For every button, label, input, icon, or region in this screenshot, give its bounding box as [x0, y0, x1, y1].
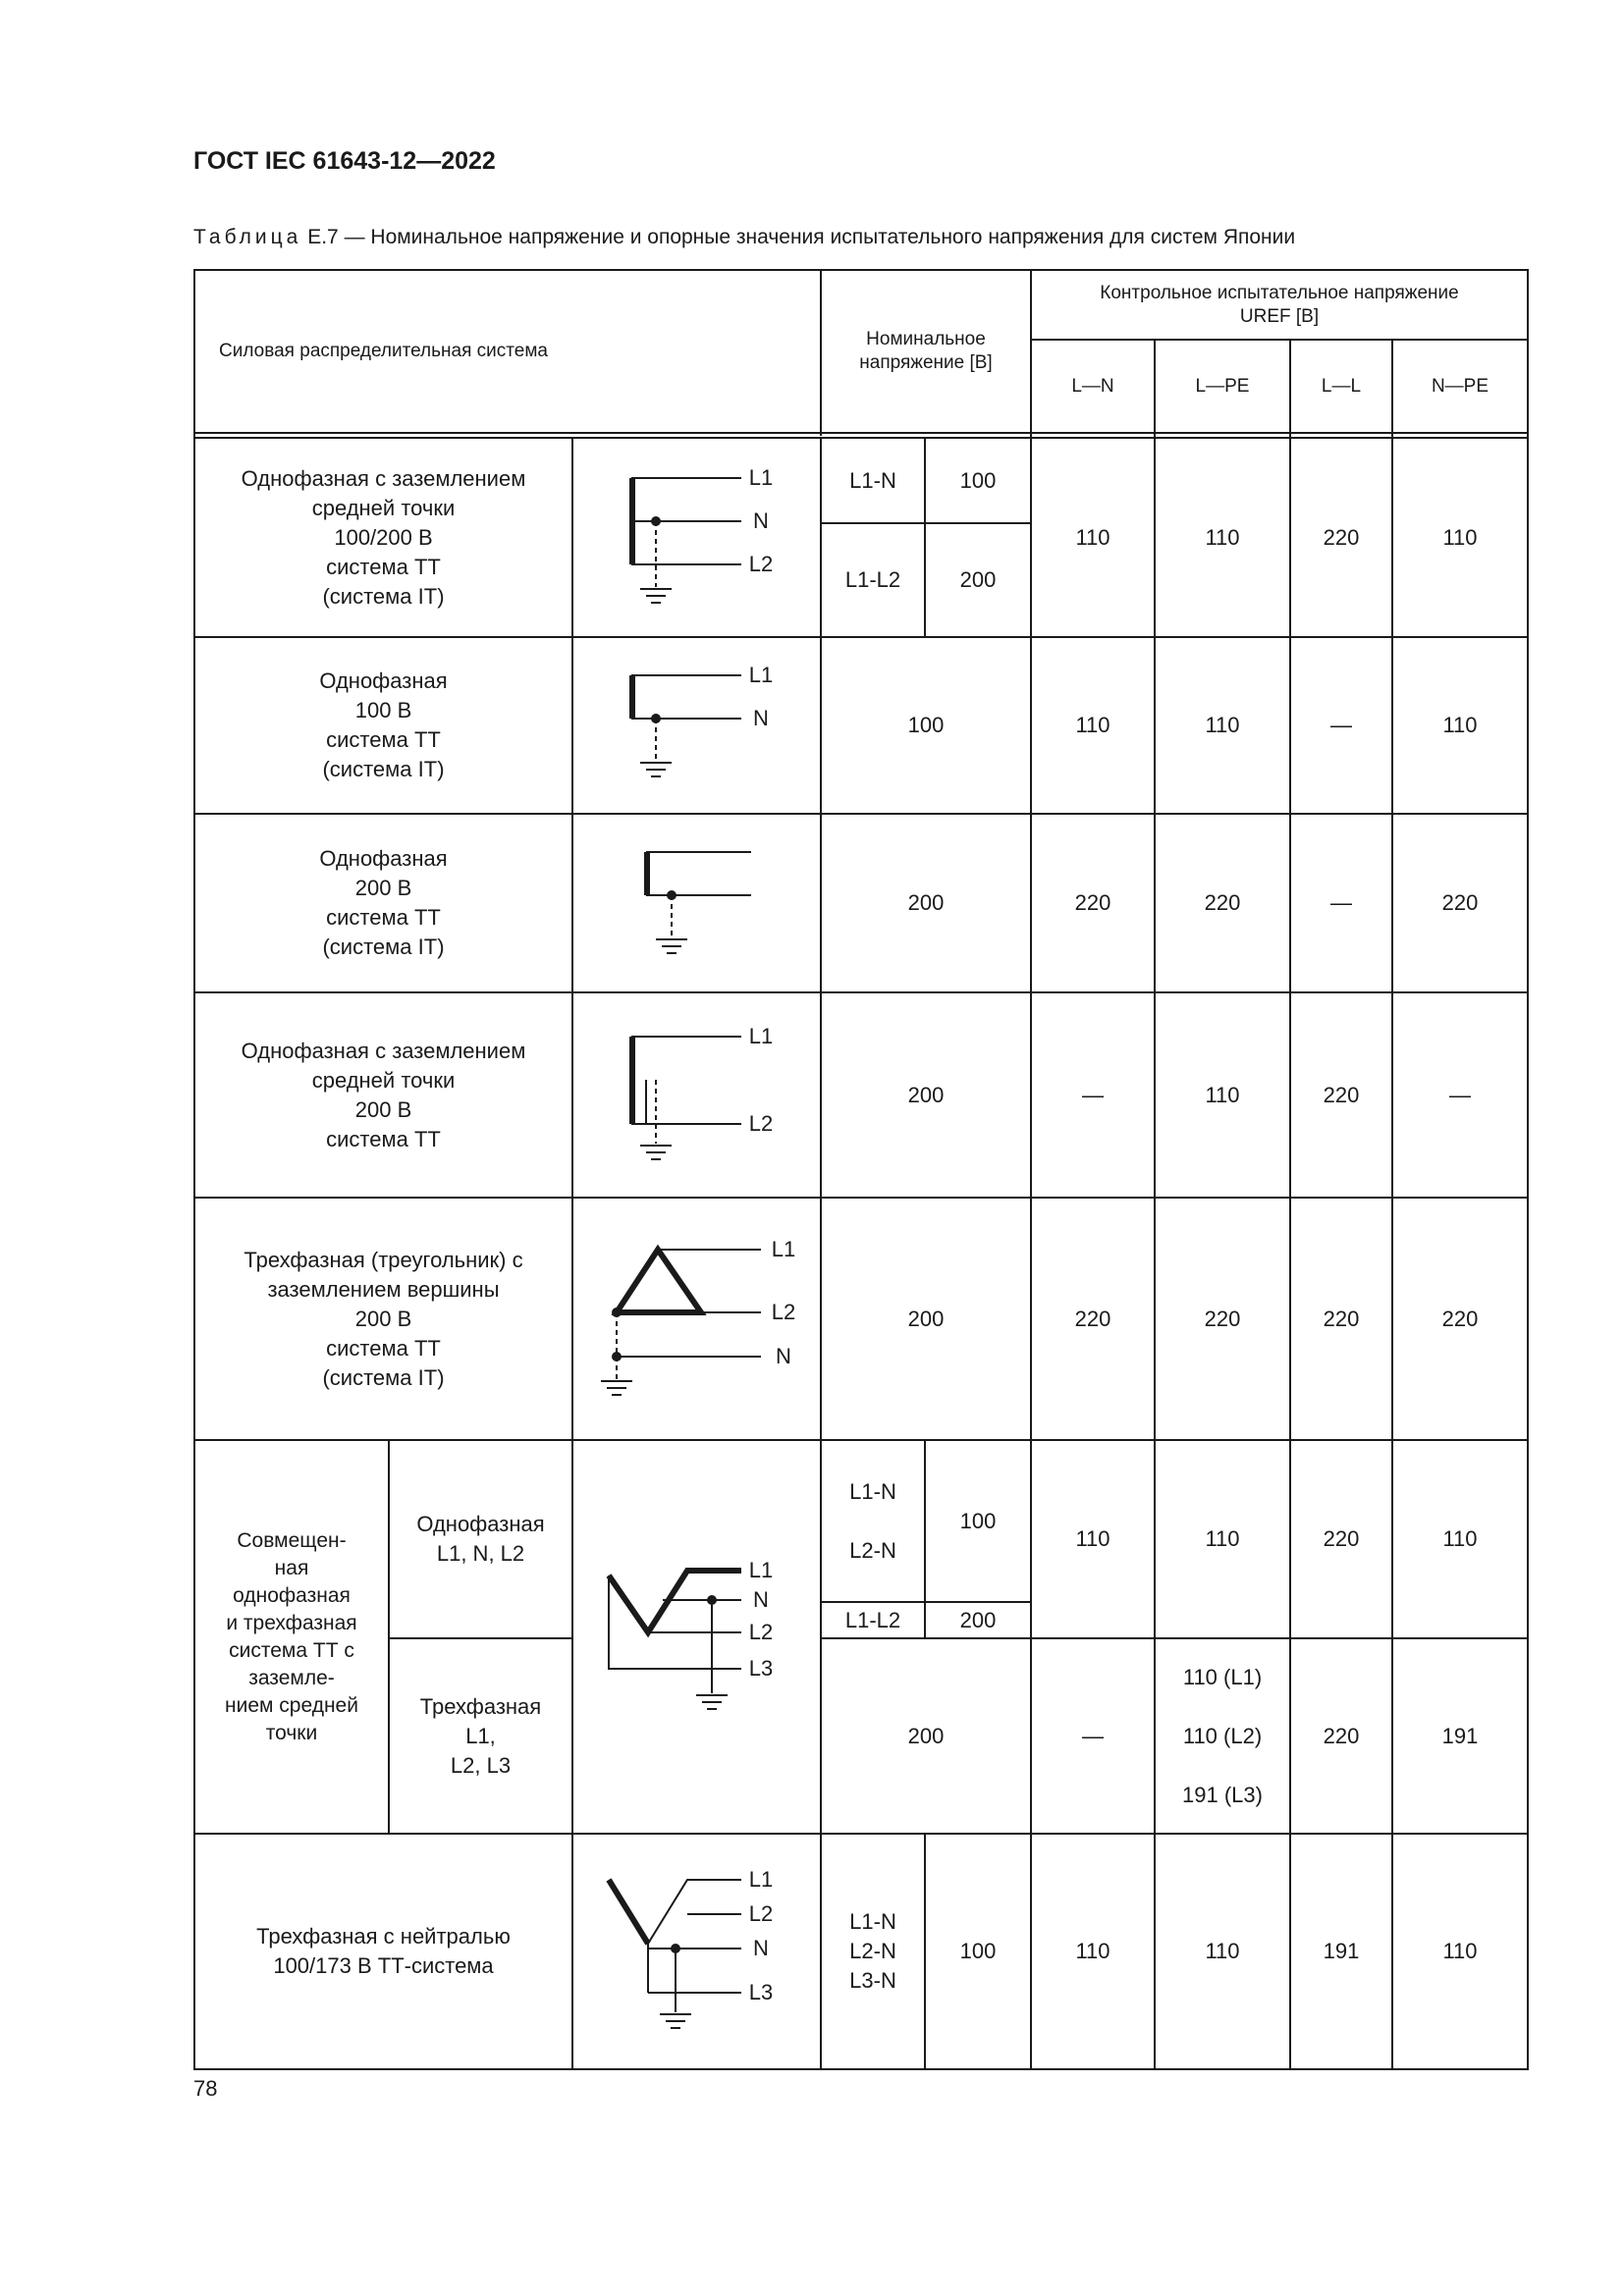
row5-diagram-label-l1: L1 [771, 1237, 796, 1261]
header-ln: L—N [1071, 375, 1114, 397]
row3-lpe: 220 [1204, 890, 1241, 915]
row1-pair-a: L1-N [849, 467, 896, 493]
row6-single-system: Однофазная L1, N, L2 [416, 1512, 545, 1566]
row7-diagram-label-n: N [753, 1936, 769, 1960]
row1-pair-b: L1-L2 [844, 567, 901, 592]
row2-npe: 110 [1442, 713, 1478, 737]
row7-diagram-label-l2: L2 [748, 1901, 774, 1926]
page-number: 78 [193, 2076, 218, 2101]
row6-group: Совмещен- ная однофазная и трехфазная система ТТ с заземле- нием средней точки [225, 1528, 358, 1744]
row6-diagram-label-l2: L2 [748, 1620, 774, 1644]
row3-npe: 220 [1441, 890, 1479, 915]
row5-diagram-label-l2: L2 [771, 1300, 796, 1324]
row5-ln: 220 [1074, 1306, 1111, 1331]
row6-single-ln: 110 [1075, 1526, 1110, 1551]
row4-ln: — [1082, 1082, 1104, 1107]
row7-npe: 110 [1442, 1939, 1478, 1963]
row6-diagram-label-l3: L3 [748, 1656, 774, 1681]
row4-diagram-label-l2: L2 [748, 1111, 774, 1136]
header-uref-line1: Контрольное испытательное напряжение [1100, 282, 1459, 303]
row2-nominal: 100 [907, 713, 945, 737]
row1-diagram-label-l2: L2 [748, 552, 774, 576]
header-npe: N—PE [1431, 375, 1489, 397]
row3-nominal: 200 [907, 890, 945, 915]
row6-three-ln: — [1082, 1723, 1104, 1748]
row5-diagram-label-n: N [776, 1344, 791, 1368]
row1-ll: 220 [1323, 524, 1360, 550]
row6-single-ll: 220 [1323, 1526, 1360, 1551]
row4-system: Однофазная с заземлением средней точки 200 В система ТТ [241, 1038, 526, 1151]
row3-ln: 220 [1074, 890, 1111, 915]
caption-title: — Номинальное напряжение и опорные значения испытательного напряжения для систем Японии [344, 226, 1296, 248]
row2-diagram-label-n: N [753, 706, 769, 730]
row3-system: Однофазная 200 В система ТТ (система IT) [319, 846, 448, 959]
diagram-midpoint-earthed-100-200 [632, 478, 741, 603]
row5-system: Трехфазная (треугольник) с заземлением вершины 200 В система ТТ (система IT) [244, 1247, 523, 1390]
header-lpe: L—PE [1195, 375, 1250, 397]
row1-value-a: 100 [959, 467, 997, 493]
row7-value: 100 [959, 1939, 997, 1963]
caption-number: Е.7 [307, 226, 339, 248]
row6-three-system: Трехфазная L1, L2, L3 [419, 1693, 542, 1778]
row3-ll: — [1330, 890, 1352, 915]
row7-diagram-label-l3: L3 [748, 1980, 774, 2004]
row6-single-value-c: 200 [959, 1607, 997, 1632]
row4-npe: — [1449, 1082, 1471, 1107]
header-uref-line2: UREF [B] [1239, 305, 1320, 327]
row6-diagram-label-l1: L1 [748, 1558, 774, 1582]
row1-ln: 110 [1075, 524, 1110, 550]
row1-diagram-label-n: N [753, 508, 769, 533]
row4-lpe: 110 [1205, 1082, 1240, 1107]
row5-lpe: 220 [1204, 1306, 1241, 1331]
row4-nominal: 200 [907, 1082, 945, 1107]
row6-three-nominal: 200 [907, 1723, 945, 1748]
row7-diagram-label-l1: L1 [748, 1867, 774, 1892]
header-nominal-line2: напряжение [В] [859, 352, 993, 373]
row1-npe: 110 [1442, 524, 1478, 550]
row6-single-lpe: 110 [1205, 1526, 1240, 1551]
row7-ll: 191 [1323, 1939, 1360, 1963]
header-system: Силовая распределительная система [219, 341, 548, 361]
row6-three-lpe: 110 (L1) 110 (L2) 191 (L3) [1182, 1664, 1263, 1807]
header-ll: L—L [1321, 375, 1362, 397]
row7-lpe: 110 [1205, 1939, 1240, 1963]
row5-npe: 220 [1441, 1306, 1479, 1331]
row2-ll: — [1330, 713, 1352, 737]
header-uref [1031, 270, 1528, 340]
row2-diagram-label-l1: L1 [748, 663, 774, 687]
header-nominal [821, 270, 1031, 433]
row1-value-b: 200 [959, 567, 997, 592]
row6-single-npe: 110 [1442, 1526, 1478, 1551]
row2-system: Однофазная 100 В система ТТ (система IT) [319, 668, 448, 781]
row1-diagram-label-l1: L1 [748, 465, 774, 490]
row6-single-pair-c: L1-L2 [844, 1607, 901, 1632]
row4-ll: 220 [1323, 1082, 1360, 1107]
row7-pairs: L1-N L2-N L3-N [849, 1909, 896, 1993]
row7-ln: 110 [1075, 1939, 1110, 1963]
caption-label: Таблица [193, 226, 302, 248]
row4-diagram-label-l1: L1 [748, 1024, 774, 1048]
row5-ll: 220 [1323, 1306, 1360, 1331]
row5-nominal: 200 [907, 1306, 945, 1331]
row2-lpe: 110 [1205, 713, 1240, 737]
row6-single-pairs: L1-N L2-N [849, 1478, 896, 1563]
row6-three-npe: 191 [1441, 1723, 1479, 1748]
row7-system: Трехфазная с нейтралью 100/173 В ТТ-система [256, 1924, 511, 1978]
row1-lpe: 110 [1205, 524, 1240, 550]
row1-system: Однофазная с заземлением средней точки 100/200 В система ТТ (система IT) [241, 465, 526, 609]
row2-ln: 110 [1075, 713, 1110, 737]
header-nominal-line1: Номинальное [866, 329, 986, 349]
document-header: ГОСТ IEC 61643-12—2022 [193, 147, 496, 175]
row6-single-value-a: 100 [959, 1508, 997, 1533]
row6-three-ll: 220 [1323, 1723, 1360, 1748]
row6-diagram-label-n: N [753, 1587, 769, 1612]
